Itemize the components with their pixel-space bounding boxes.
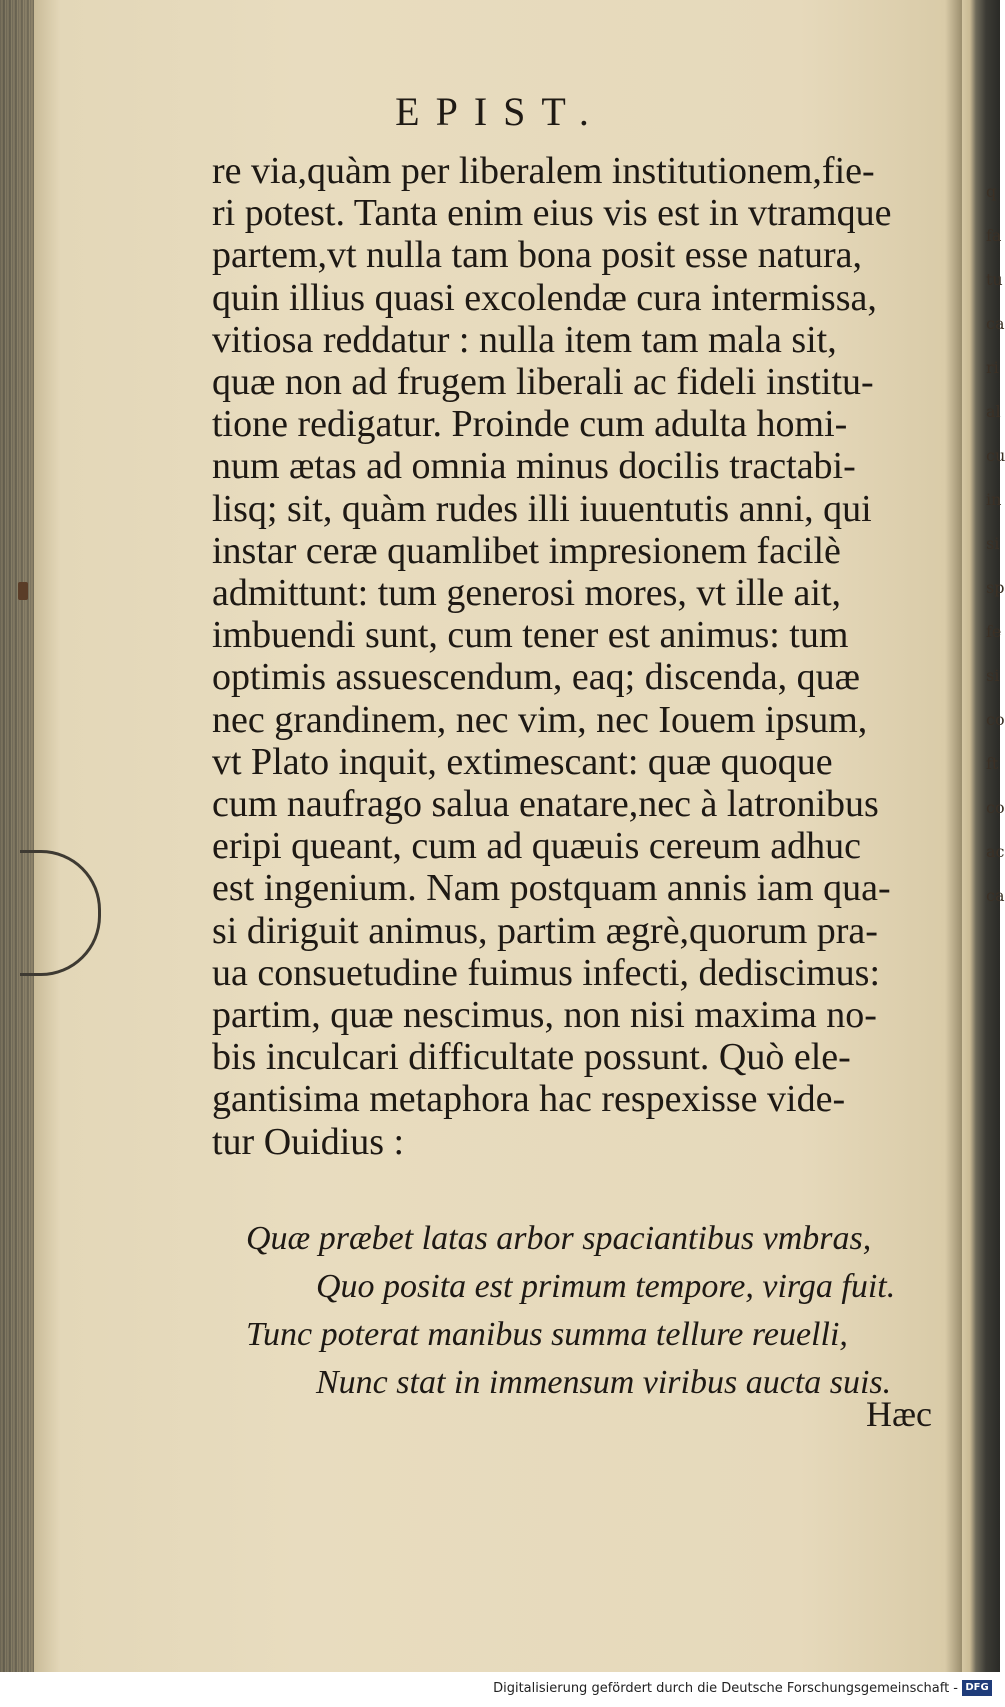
text-line: admittunt: tum generosi mores, vt ille ait, (212, 572, 842, 615)
text-line: si diriguit animus, partim ægrè,quorum pra- (212, 909, 878, 952)
digitization-footer (0, 1672, 1000, 1707)
verse-line: Quæ præbet latas arbor spaciantibus vmbras, (246, 1220, 872, 1257)
text-line: optimis assuescendum, eaq; discenda, quæ (212, 656, 860, 699)
text-line: instar ceræ quamlibet impresionem facilè (212, 529, 841, 572)
text-line: eripi queant, cum ad quæuis cereum adhuc (212, 825, 861, 868)
text-line: tur Ouidius : (212, 1120, 405, 1163)
text-line: vitiosa reddatur : nulla item tam mala sit, (212, 318, 837, 361)
book-clasp (20, 850, 101, 976)
text-line: quin illius quasi excolendæ cura intermissa, (212, 276, 877, 319)
text-line: bis inculcari difficultate possunt. Quò ele- (212, 1036, 851, 1079)
text-line: partim, quæ nescimus, non nisi maxima no- (212, 994, 877, 1037)
facing-page-margin-letters: q fa tu ca ri al cu in si sp fe si co ft co ac ca (986, 182, 1005, 905)
dfg-logo: DFG (962, 1680, 992, 1696)
funding-credit: Digitalisierung gefördert durch die Deutsche Forschungsgemeinschaft - (493, 1681, 958, 1696)
text-line: ua consuetudine fuimus infecti, dediscimus: (212, 951, 881, 994)
text-line: num ætas ad omnia minus docilis tractabi- (212, 445, 856, 488)
body-text (212, 150, 960, 1163)
text-line: partem,vt nulla tam bona posit esse natura, (212, 234, 863, 277)
text-line: tione redigatur. Proinde cum adulta homi- (212, 403, 848, 446)
text-line: re via,quàm per liberalem institutionem,fie- (212, 150, 875, 192)
catchword: Hæc (866, 1394, 932, 1434)
text-line: nec grandinem, nec vim, nec Iouem ipsum, (212, 698, 868, 741)
text-line: ri potest. Tanta enim eius vis est in vtramque (212, 192, 892, 235)
binding-pin (18, 582, 28, 600)
page-stack-left-edge (0, 0, 34, 1672)
text-line: est ingenium. Nam postquam annis iam qua- (212, 867, 891, 910)
text-line: lisq; sit, quàm rudes illi iuuentutis anni, qui (212, 487, 872, 530)
running-title: EPIST. (395, 89, 605, 134)
verse-line: Quo posita est primum tempore, virga fuit. (316, 1268, 896, 1305)
text-line: cum naufrago salua enatare,nec à latronibus (212, 783, 879, 826)
quoted-verse (246, 1215, 946, 1407)
text-line: imbuendi sunt, cum tener est animus: tum (212, 614, 849, 657)
text-line: vt Plato inquit, extimescant: quæ quoque (212, 740, 833, 783)
text-line: gantisima metaphora hac respexisse vide- (212, 1078, 846, 1121)
verse-line: Nunc stat in immensum viribus aucta suis. (316, 1364, 892, 1401)
text-line: quæ non ad frugem liberali ac fideli institu- (212, 361, 874, 404)
verse-line: Tunc poterat manibus summa tellure reuelli, (246, 1316, 848, 1353)
